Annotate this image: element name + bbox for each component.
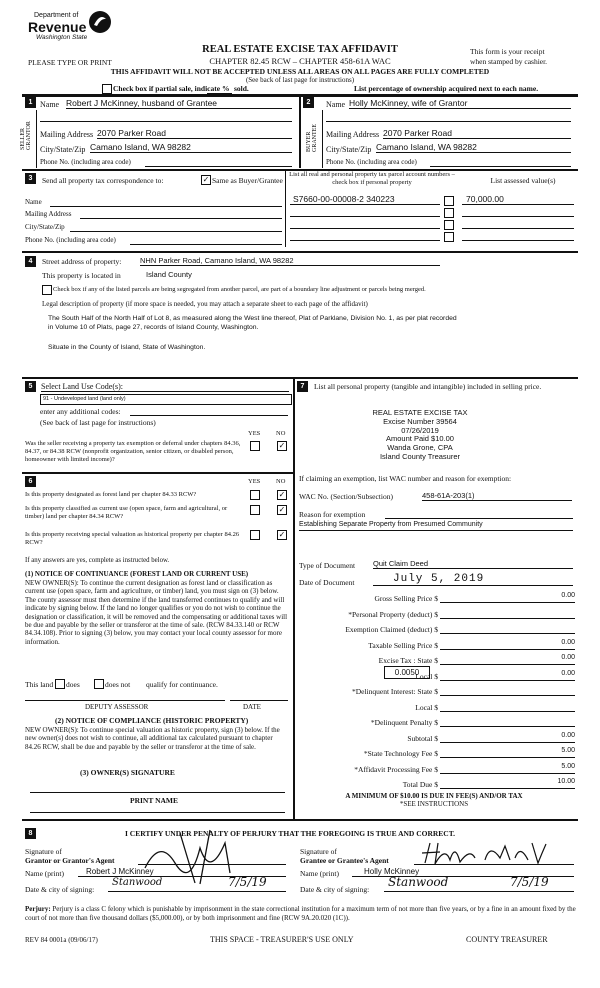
- land-use-label: Select Land Use Code(s):: [41, 382, 289, 392]
- see-instructions-note: *SEE INSTRUCTIONS: [399, 800, 469, 808]
- tax-row-value[interactable]: 0.00: [440, 670, 575, 681]
- seller-side-label: SELLER GRANTOR: [20, 121, 32, 150]
- legal-line-1: The South Half of the North Half of Lot 8, as measured along the West line thereof, Plat of Parklane, Division No. 1, as per plat recorded: [48, 315, 457, 322]
- personal-property-label: List all personal property (tangible and intangible) included in selling price.: [314, 382, 542, 391]
- current-use-no-checkbox[interactable]: ✓: [278, 505, 286, 514]
- grantor-name-label: Name (print): [25, 869, 64, 878]
- assessed-line-2: [462, 216, 574, 217]
- same-as-buyer-label: Same as Buyer/Grantee: [212, 176, 283, 185]
- stamp-line-4: Amount Paid $10.00: [386, 434, 454, 444]
- buyer-mail-label: Mailing Address: [326, 130, 380, 139]
- exemption-question: Was the seller receiving a property tax exemption or deferral under chapters 84.36, 84.37, or 84.38 RCW (nonprofit organization, senior citizen, or disabled person, homeowner with limited income)?: [25, 440, 241, 463]
- grantee-city-field[interactable]: [384, 875, 574, 892]
- grantee-name-label: Name (print): [300, 869, 339, 878]
- assessed-value-1[interactable]: 70,000.00: [466, 194, 504, 204]
- local-rate-box[interactable]: 0.0050: [384, 666, 430, 679]
- tax-row-value[interactable]: [440, 701, 575, 712]
- reason-line: [385, 518, 573, 519]
- parcel-line-4: [290, 240, 440, 241]
- buyer-side-line: [322, 110, 323, 168]
- parcel-header: List all real and personal property tax parcel account numbers – check box if personal property: [289, 171, 455, 186]
- s3-city-label: City/State/Zip: [25, 223, 65, 231]
- owner-signature-label: (3) OWNER(S) SIGNATURE: [80, 768, 175, 777]
- please-type: PLEASE TYPE OR PRINT: [28, 58, 112, 67]
- tax-row-value[interactable]: 0.00: [440, 732, 575, 743]
- warning-text: THIS AFFIDAVIT WILL NOT BE ACCEPTED UNLESS ALL AREAS ON ALL PAGES ARE FULLY COMPLETED: [110, 67, 490, 76]
- wac-field[interactable]: 458-61A-203(1): [422, 491, 572, 501]
- seller-name-field[interactable]: Robert J McKinney, husband of Grantee: [66, 98, 292, 109]
- doc-type-label: Type of Document: [299, 561, 356, 570]
- list-percentage: List percentage of ownership acquired next to each name.: [354, 84, 539, 93]
- deputy-line: [25, 700, 225, 701]
- tax-row-value[interactable]: 0.00: [440, 592, 575, 603]
- personal-property-checkbox-2[interactable]: [444, 208, 454, 218]
- forest-question: Is this property designated as forest land per chapter 84.33 RCW?: [25, 491, 197, 498]
- tax-row-label: *State Technology Fee $: [363, 749, 438, 758]
- doc-date-field[interactable]: July 5, 2019: [373, 573, 573, 586]
- s3-mail-line: [80, 218, 282, 219]
- exemption-no-checkbox[interactable]: ✓: [278, 441, 286, 450]
- segregated-checkbox[interactable]: [42, 285, 52, 295]
- notice-continuance-body: NEW OWNER(S): To continue the current designation as forest land or classification as current use (open space, farm and agriculture, or timber) land, you must sign on (3) below. The county assessor must then determine if the land transferred continues to qualify and will indicate by signing below. If the land no longer qualifies or you do not wish to continue the designation or classification, it will be removed and the compensating or additional taxes will be due and payable by the seller or transferor at the time of sale. (RCW 84.33.140 or RCW 84.34.108). Prior to signing (3) below, you may contact your local county assessor for more information.: [25, 579, 288, 646]
- grantee-city-handwritten: Stanwood: [388, 875, 449, 889]
- treasurer-space-label: THIS SPACE - TREASURER'S USE ONLY: [210, 935, 354, 944]
- main-vertical-divider: [293, 377, 295, 819]
- county-treasurer-label: COUNTY TREASURER: [466, 935, 548, 944]
- form-subtitle: CHAPTER 82.45 RCW – CHAPTER 458-61A WAC: [209, 56, 391, 66]
- grantee-signature[interactable]: [420, 838, 550, 868]
- segregated-label: Check box if any of the listed parcels are being segregated from another parcel, are part of a boundary line adjustment or parcels being merged.: [53, 286, 426, 293]
- does-not-checkbox[interactable]: [94, 679, 104, 689]
- logo-state: Washington State: [36, 34, 88, 41]
- county-field[interactable]: Island County: [146, 270, 192, 279]
- certify-statement: I CERTIFY UNDER PENALTY OF PERJURY THAT THE FOREGOING IS TRUE AND CORRECT.: [125, 829, 456, 838]
- additional-codes-label: enter any additional codes:: [40, 407, 121, 416]
- seller-blank-line: [40, 121, 292, 122]
- wac-label: WAC No. (Section/Subsection): [299, 492, 393, 501]
- tax-row-label: *Delinquent Interest: State $: [351, 687, 438, 696]
- form-title: REAL ESTATE EXCISE TAX AFFIDAVIT: [202, 44, 398, 55]
- grantor-city-handwritten: Stanwood: [112, 877, 163, 888]
- buyer-city-field[interactable]: Camano Island, WA 98282: [376, 142, 571, 153]
- partial-sale-label: Check box if partial sale, indicate %: [113, 84, 230, 93]
- tax-row-value[interactable]: [440, 685, 575, 696]
- section-7-number: 7: [297, 381, 308, 392]
- seller-mail-label: Mailing Address: [40, 130, 94, 139]
- parcel-line-2: [290, 216, 440, 217]
- does-not-label: does not: [105, 680, 131, 689]
- buyer-blank-line: [326, 121, 571, 122]
- tax-row-value[interactable]: 10.00: [440, 778, 575, 789]
- seller-name-label: Name: [40, 100, 60, 109]
- doc-type-field[interactable]: Quit Claim Deed: [373, 559, 573, 569]
- sig-grantor-line2: Grantor or Grantor's Agent: [25, 856, 115, 865]
- print-name-line: [30, 812, 285, 813]
- seller-phone-line: [145, 166, 292, 167]
- s3-phone-line: [130, 244, 282, 245]
- sig-grantee-line1: Signature of: [300, 847, 337, 856]
- if-yes-instructions: If any answers are yes, complete as instructed below.: [25, 557, 170, 564]
- section-4-top: [22, 251, 578, 253]
- tax-row-value[interactable]: 5.00: [440, 747, 575, 758]
- tax-row-value[interactable]: [440, 623, 575, 634]
- buyer-name-label: Name: [326, 100, 346, 109]
- street-address-field[interactable]: NHN Parker Road, Camano Island, WA 98282: [140, 256, 440, 266]
- perjury-text: Perjury is a class C felony which is punishable by imprisonment in the state correctional institution for a maximum term of not more than five years, or by a fine in an amount fixed by the court of not more than five thousand dollars ($5,000.00), or by both imprisonment and fine (RCW 9A.20.020 (1C)).: [25, 905, 576, 922]
- buyer-phone-label: Phone No. (including area code): [326, 158, 417, 166]
- section-6-top: [22, 472, 293, 474]
- street-label: Street address of property:: [42, 257, 122, 266]
- personal-property-checkbox-3[interactable]: [444, 220, 454, 230]
- doc-date-label: Date of Document: [299, 578, 355, 587]
- personal-property-checkbox-1[interactable]: [444, 196, 454, 206]
- s5-see-back: (See back of last page for instructions): [40, 418, 156, 427]
- section-3-divider: [285, 169, 286, 247]
- tax-row-label: Local $: [415, 671, 438, 681]
- see-back-note: (See back of last page for instructions): [245, 76, 355, 84]
- section-4-number: 4: [25, 256, 36, 267]
- tax-row-label: Taxable Selling Price $: [368, 640, 438, 650]
- s6-no-header: NO: [276, 478, 286, 485]
- perjury-label: Perjury:: [25, 905, 51, 913]
- section-2-number: 2: [303, 97, 314, 108]
- legal-label: Legal description of property (if more space is needed, you may attach a separate sheet to each page of the affidavit): [42, 300, 368, 308]
- seller-phone-label: Phone No. (including area code): [40, 158, 131, 166]
- section-8-number: 8: [25, 828, 36, 839]
- section-8-top: [22, 819, 578, 821]
- sig-grantee-line2: Grantee or Grantee's Agent: [300, 856, 389, 865]
- mid-divider-12: [299, 94, 301, 168]
- s5-yes-header: YES: [248, 430, 261, 437]
- send-correspondence-label: Send all property tax correspondence to:: [42, 176, 164, 185]
- current-use-question: Is this property classified as current use (open space, farm and agricultural, or timber) land per chapter 84.34 RCW?: [25, 505, 228, 520]
- tax-row-label: *Delinquent Penalty $: [370, 718, 438, 727]
- assessed-line-4: [462, 240, 574, 241]
- exemption-yes-checkbox[interactable]: [250, 441, 260, 451]
- tax-row-label: *Affidavit Processing Fee $: [354, 764, 438, 774]
- logo-revenue: Revenue: [28, 19, 87, 35]
- dor-logo-icon: [88, 10, 112, 34]
- dor-logo: [28, 6, 118, 48]
- reason-line-2: [299, 530, 573, 531]
- historic-yes-checkbox[interactable]: [250, 530, 260, 540]
- grantee-name-field[interactable]: Holly McKinney: [352, 867, 574, 877]
- assessed-line-1: [462, 204, 574, 205]
- grantor-date-handwritten: 7/5/19: [228, 875, 267, 889]
- s3-city-line: [70, 231, 282, 232]
- s3-name-label: Name: [25, 198, 42, 206]
- parcel-number-1[interactable]: S7660-00-00008-2 340223: [293, 194, 395, 204]
- located-label: This property is located in: [42, 271, 121, 280]
- grantee-date-city-label: Date & city of signing:: [300, 885, 370, 894]
- s3-name-line: [50, 206, 282, 207]
- deputy-assessor-label: DEPUTY ASSESSOR: [85, 703, 149, 711]
- grantor-name-field[interactable]: Robert J McKinney: [78, 867, 286, 877]
- tax-row-value[interactable]: 0.00: [440, 639, 575, 650]
- stamp-line-6: Island County Treasurer: [379, 451, 461, 461]
- tax-row-label: Excise Tax : State $: [378, 656, 438, 665]
- parcel-line-3: [290, 228, 440, 229]
- receipt-note-2: when stamped by cashier.: [470, 57, 548, 66]
- tax-row-value[interactable]: [440, 716, 575, 727]
- logo-dept-line: Department of: [34, 12, 79, 19]
- grantor-date-city-label: Date & city of signing:: [25, 885, 95, 894]
- stamp-line-1: REAL ESTATE EXCISE TAX: [372, 408, 468, 417]
- parcel-line-1: [290, 204, 440, 205]
- forest-yes-checkbox[interactable]: [250, 490, 260, 500]
- seller-mail-field[interactable]: 2070 Parker Road: [97, 128, 292, 139]
- seller-city-field[interactable]: Camano Island, WA 98282: [90, 142, 292, 153]
- stamp-line-5: Wanda Grone, CPA: [387, 443, 453, 453]
- does-label: does: [66, 680, 80, 689]
- section-5-number: 5: [25, 381, 36, 392]
- seller-city-label: City/State/Zip: [40, 145, 86, 154]
- minimum-due-note: A MINIMUM OF $10.00 IS DUE IN FEE(S) AND/OR TAX: [345, 792, 523, 800]
- grantor-city-field[interactable]: [108, 875, 286, 892]
- forest-no-checkbox[interactable]: ✓: [278, 490, 286, 499]
- deputy-date-label: DATE: [243, 703, 261, 711]
- stamp-line-3: 07/26/2019: [401, 425, 439, 435]
- buyer-mail-field[interactable]: 2070 Parker Road: [383, 128, 571, 139]
- reason-label: Reason for exemption: [299, 510, 366, 519]
- does-checkbox[interactable]: [55, 679, 65, 689]
- legal-line-2: in Volume 10 of Plats, page 27, records of Island County, Washington.: [48, 324, 259, 331]
- partial-sale-checkbox[interactable]: [102, 84, 112, 94]
- treasurer-stamp: [330, 409, 510, 462]
- tax-row-value[interactable]: [440, 608, 575, 619]
- s3-phone-label: Phone No. (including area code): [25, 236, 116, 244]
- this-land-label: This land: [25, 680, 54, 689]
- owner-signature-line: [30, 792, 285, 793]
- exemption-claim-label: If claiming an exemption, list WAC number and reason for exemption:: [299, 474, 512, 483]
- seller-side-line: [36, 110, 37, 168]
- historic-no-checkbox[interactable]: ✓: [278, 530, 286, 539]
- sold-label: sold.: [234, 84, 249, 93]
- s6-yes-header: YES: [248, 478, 261, 485]
- land-use-select[interactable]: 91 - Undeveloped land (land only): [40, 394, 292, 405]
- personal-property-checkbox-4[interactable]: [444, 232, 454, 242]
- historic-question: Is this property receiving special valuation as historical property per chapter 84.26 RCW?: [25, 531, 240, 546]
- tax-row-label: *Personal Property (deduct) $: [348, 609, 438, 619]
- tax-row-value[interactable]: 5.00: [440, 763, 575, 774]
- form-number: REV 84 0001a (09/06/17): [25, 936, 98, 944]
- notice-compliance-body: NEW OWNER(S): To continue special valuation as historic property, sign (3) below. If the new owner(s) does not wish to continue, all additional tax calculated pursuant to chapter 84.26 RCW, shall be due and payable by the seller or transferor at the time of sale.: [25, 726, 280, 751]
- notice-compliance-title: (2) NOTICE OF COMPLIANCE (HISTORIC PROPERTY): [55, 716, 249, 725]
- current-use-yes-checkbox[interactable]: [250, 505, 260, 515]
- sig-grantor-line1: Signature of: [25, 847, 62, 856]
- section-5-top: [22, 377, 578, 379]
- buyer-name-field[interactable]: Holly McKinney, wife of Grantor: [349, 98, 571, 109]
- tax-row-label: Gross Selling Price $: [374, 594, 438, 603]
- assessed-line-3: [462, 228, 574, 229]
- grantee-date-handwritten: 7/5/19: [510, 875, 549, 889]
- same-as-buyer-checkbox[interactable]: ✓: [202, 175, 210, 184]
- tax-row-label: Exemption Claimed (deduct) $: [345, 625, 438, 634]
- legal-line-3: Situate in the County of Island, State of Washington.: [48, 344, 206, 351]
- assessed-header: List assessed value(s): [490, 176, 556, 185]
- reason-field[interactable]: Establishing Separate Property from Presumed Community: [299, 521, 483, 528]
- deputy-date-line: [230, 700, 288, 701]
- receipt-note-1: This form is your receipt: [470, 47, 545, 56]
- tax-row-value[interactable]: 0.00: [440, 654, 575, 665]
- buyer-phone-line: [430, 166, 571, 167]
- qualify-label: qualify for continuance.: [146, 680, 218, 689]
- notice-continuance-title: (1) NOTICE OF CONTINUANCE (FOREST LAND OR CURRENT USE): [25, 570, 249, 578]
- stamp-line-2: Excise Number 39564: [383, 416, 457, 426]
- print-name-label: PRINT NAME: [130, 796, 178, 805]
- section-3-number: 3: [25, 173, 36, 184]
- buyer-side-label: BUYER GRANTEE: [306, 124, 318, 152]
- s5-no-header: NO: [276, 430, 286, 437]
- tax-row-label: Local $: [415, 702, 438, 712]
- section-1-number: 1: [25, 97, 36, 108]
- perjury-notice: [25, 905, 578, 923]
- s3-mail-label: Mailing Address: [25, 210, 72, 218]
- tax-row-label: Total Due $: [402, 780, 438, 789]
- tax-row-label: Subtotal $: [407, 733, 438, 743]
- additional-codes-line: [130, 415, 288, 416]
- section-6-number: 6: [25, 476, 36, 487]
- buyer-city-label: City/State/Zip: [326, 145, 372, 154]
